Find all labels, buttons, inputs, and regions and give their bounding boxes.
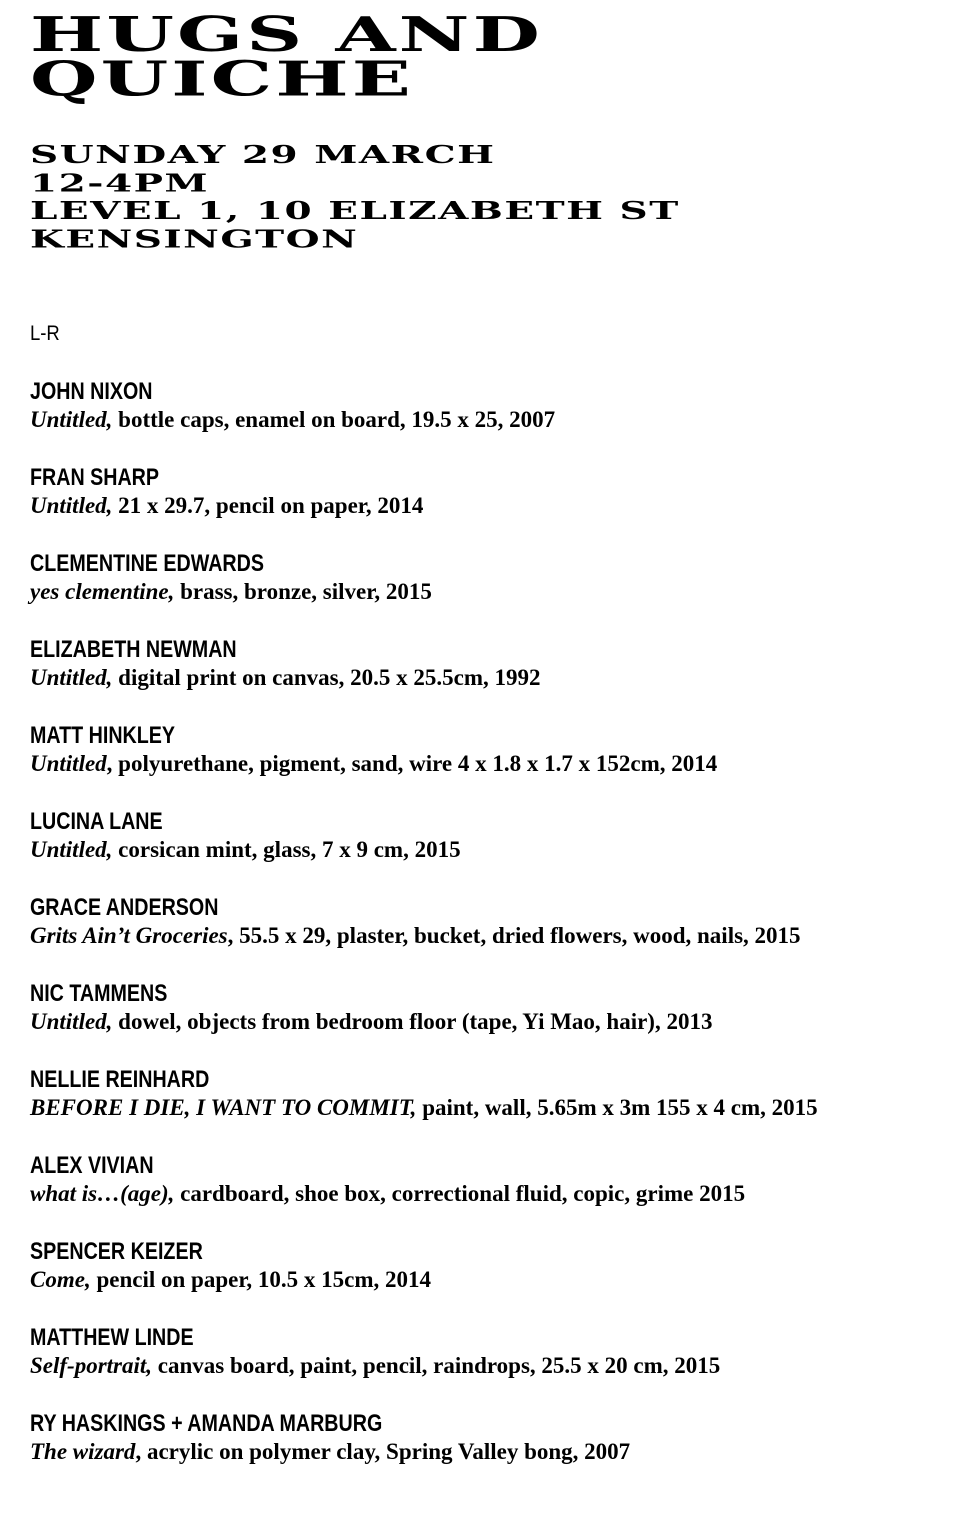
work-item (30, 549, 818, 635)
work-item (30, 1151, 818, 1237)
work-medium: , 55.5 x 29, plaster, bucket, dried flowers, wood, nails, 2015 (227, 923, 801, 948)
work-medium: digital print on canvas, 20.5 x 25.5cm, 1992 (112, 665, 541, 690)
artist-name: NELLIE REINHARD (30, 1066, 210, 1093)
work-title: Untitled, (30, 1009, 113, 1034)
work-details (30, 1352, 818, 1380)
work-item (30, 979, 818, 1065)
artist-name: JOHN NIXON (30, 378, 153, 405)
artist-name: NIC TAMMENS (30, 980, 168, 1007)
work-title: Untitled, (30, 493, 113, 518)
work-details (30, 1180, 818, 1208)
work-item (30, 893, 818, 979)
work-item (30, 1237, 818, 1323)
event-address: LEVEL 1, 10 ELIZABETH ST (30, 197, 680, 226)
exhibition-title (30, 6, 543, 107)
artist-name: RY HASKINGS + AMANDA MARBURG (30, 1410, 383, 1437)
work-medium: brass, bronze, silver, 2015 (174, 579, 432, 604)
work-medium: , acrylic on polymer clay, Spring Valley bong, 2007 (135, 1439, 631, 1464)
event-details (30, 142, 680, 254)
work-medium: bottle caps, enamel on board, 19.5 x 25, 2007 (112, 407, 556, 432)
work-details (30, 1094, 818, 1122)
work-item (30, 1323, 818, 1409)
work-title: what is…(age), (30, 1181, 175, 1206)
work-item (30, 1065, 818, 1151)
work-details (30, 578, 818, 606)
work-title: Grits Ain’t Groceries (30, 923, 228, 948)
work-title: Untitled, (30, 665, 113, 690)
artist-name: MATTHEW LINDE (30, 1324, 194, 1351)
title-line: QUICHE (30, 50, 414, 107)
work-details (30, 922, 818, 950)
work-details (30, 750, 818, 778)
artist-name: SPENCER KEIZER (30, 1238, 203, 1265)
work-title: Untitled, (30, 837, 113, 862)
work-title: The wizard (30, 1439, 136, 1464)
work-title: Come, (30, 1267, 91, 1292)
artist-name: ELIZABETH NEWMAN (30, 636, 237, 663)
artist-name: LUCINA LANE (30, 808, 163, 835)
work-item (30, 463, 818, 549)
artist-name: GRACE ANDERSON (30, 894, 219, 921)
event-time: 12-4PM (30, 169, 210, 198)
work-details (30, 1438, 818, 1466)
work-medium: corsican mint, glass, 7 x 9 cm, 2015 (112, 837, 461, 862)
work-details (30, 1266, 818, 1294)
work-title: yes clementine, (30, 579, 175, 604)
work-medium: pencil on paper, 10.5 x 15cm, 2014 (90, 1267, 432, 1292)
work-medium: cardboard, shoe box, correctional fluid, copic, grime 2015 (174, 1181, 746, 1206)
work-medium: canvas board, paint, pencil, raindrops, 25.5 x 20 cm, 2015 (152, 1353, 721, 1378)
work-medium: 21 x 29.7, pencil on paper, 2014 (112, 493, 424, 518)
work-item (30, 635, 818, 721)
work-details (30, 836, 818, 864)
work-item (30, 807, 818, 893)
work-title: BEFORE I DIE, I WANT TO COMMIT, (30, 1095, 417, 1120)
work-item (30, 721, 818, 807)
event-suburb: KENSINGTON (30, 225, 359, 254)
artist-name: FRAN SHARP (30, 464, 160, 491)
work-medium: , polyurethane, pigment, sand, wire 4 x 1.8 x 1.7 x 152cm, 2014 (106, 751, 718, 776)
works-list (30, 377, 818, 1495)
title-line: HUGS AND (30, 6, 543, 63)
event-date: SUNDAY 29 MARCH (30, 141, 496, 170)
work-item (30, 1409, 818, 1495)
work-details (30, 664, 818, 692)
work-medium: paint, wall, 5.65m x 3m 155 x 4 cm, 2015 (416, 1095, 818, 1120)
work-details (30, 492, 818, 520)
artist-name: ALEX VIVIAN (30, 1152, 154, 1179)
work-details (30, 1008, 818, 1036)
artist-name: CLEMENTINE EDWARDS (30, 550, 264, 577)
artist-name: MATT HINKLEY (30, 722, 176, 749)
work-title: Self-portrait, (30, 1353, 153, 1378)
work-title: Untitled, (30, 407, 113, 432)
work-item (30, 377, 818, 463)
work-medium: dowel, objects from bedroom floor (tape, Yi Mao, hair), 2013 (112, 1009, 713, 1034)
work-title: Untitled (30, 751, 107, 776)
work-details (30, 406, 818, 434)
order-label: L-R (30, 322, 60, 345)
